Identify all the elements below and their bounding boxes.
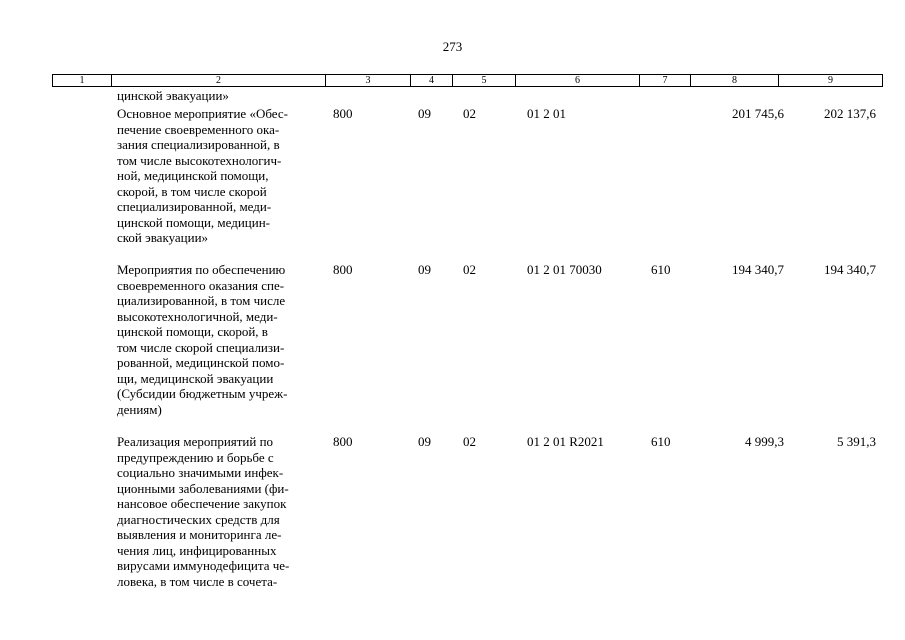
row-name: Мероприятия по обеспечению своевременного оказания спе- циализированной, в том числе высокотехнологичной, меди- цинской помощи, скорой, в том числе скорой специализи- рованной, медицинской помо- щи, медицинской эвакуации (Субсидии бюджетным учреж- дениям) [117,262,288,417]
header-cell: 9 [779,75,883,87]
row-col8: 4 999,3 [745,434,784,449]
row-col3: 800 [333,262,353,277]
header-cell: 6 [516,75,640,87]
row-col5: 02 [463,106,476,121]
header-cell: 5 [453,75,516,87]
row-col8: 201 745,6 [732,106,784,121]
header-cell: 1 [53,75,112,87]
row-col4: 09 [418,434,431,449]
row-col6: 01 2 01 70030 [527,262,602,277]
row-col9: 202 137,6 [824,106,876,121]
row-name: Реализация мероприятий по предупреждению и борьбе с социально значимыми инфек- ционными заболеваниями (фи- нансовое обеспечение закупок диагностических средств для выявления и мониторинга ле- чения лиц, инфицированных вирусами иммунодефицита че- ловека, в том числе в сочета- [117,434,290,589]
row-col6: 01 2 01 R2021 [527,434,604,449]
continued-text: цинской эвакуации» [117,88,229,103]
header-row [53,75,883,87]
row-col5: 02 [463,262,476,277]
row-col9: 194 340,7 [824,262,876,277]
header-cell: 3 [326,75,411,87]
row-name: Основное мероприятие «Обес- печение своевременного ока- зания специализированной, в том числе высокотехнологич- ной, медицинской помощи, скорой, в том числе скорой специализированной, меди- цинской помощи, медицин- ской эвакуации» [117,106,288,245]
header-cell: 4 [411,75,453,87]
row-col7: 610 [651,262,671,277]
row-col4: 09 [418,262,431,277]
header-cell: 7 [640,75,691,87]
page-number: 273 [442,39,463,54]
row-col3: 800 [333,106,353,121]
row-col4: 09 [418,106,431,121]
column-number-header [52,74,883,87]
row-col6: 01 2 01 [527,106,566,121]
row-col5: 02 [463,434,476,449]
header-cell: 2 [112,75,326,87]
row-col7: 610 [651,434,671,449]
row-col8: 194 340,7 [732,262,784,277]
row-col9: 5 391,3 [837,434,876,449]
header-cell: 8 [691,75,779,87]
row-col3: 800 [333,434,353,449]
